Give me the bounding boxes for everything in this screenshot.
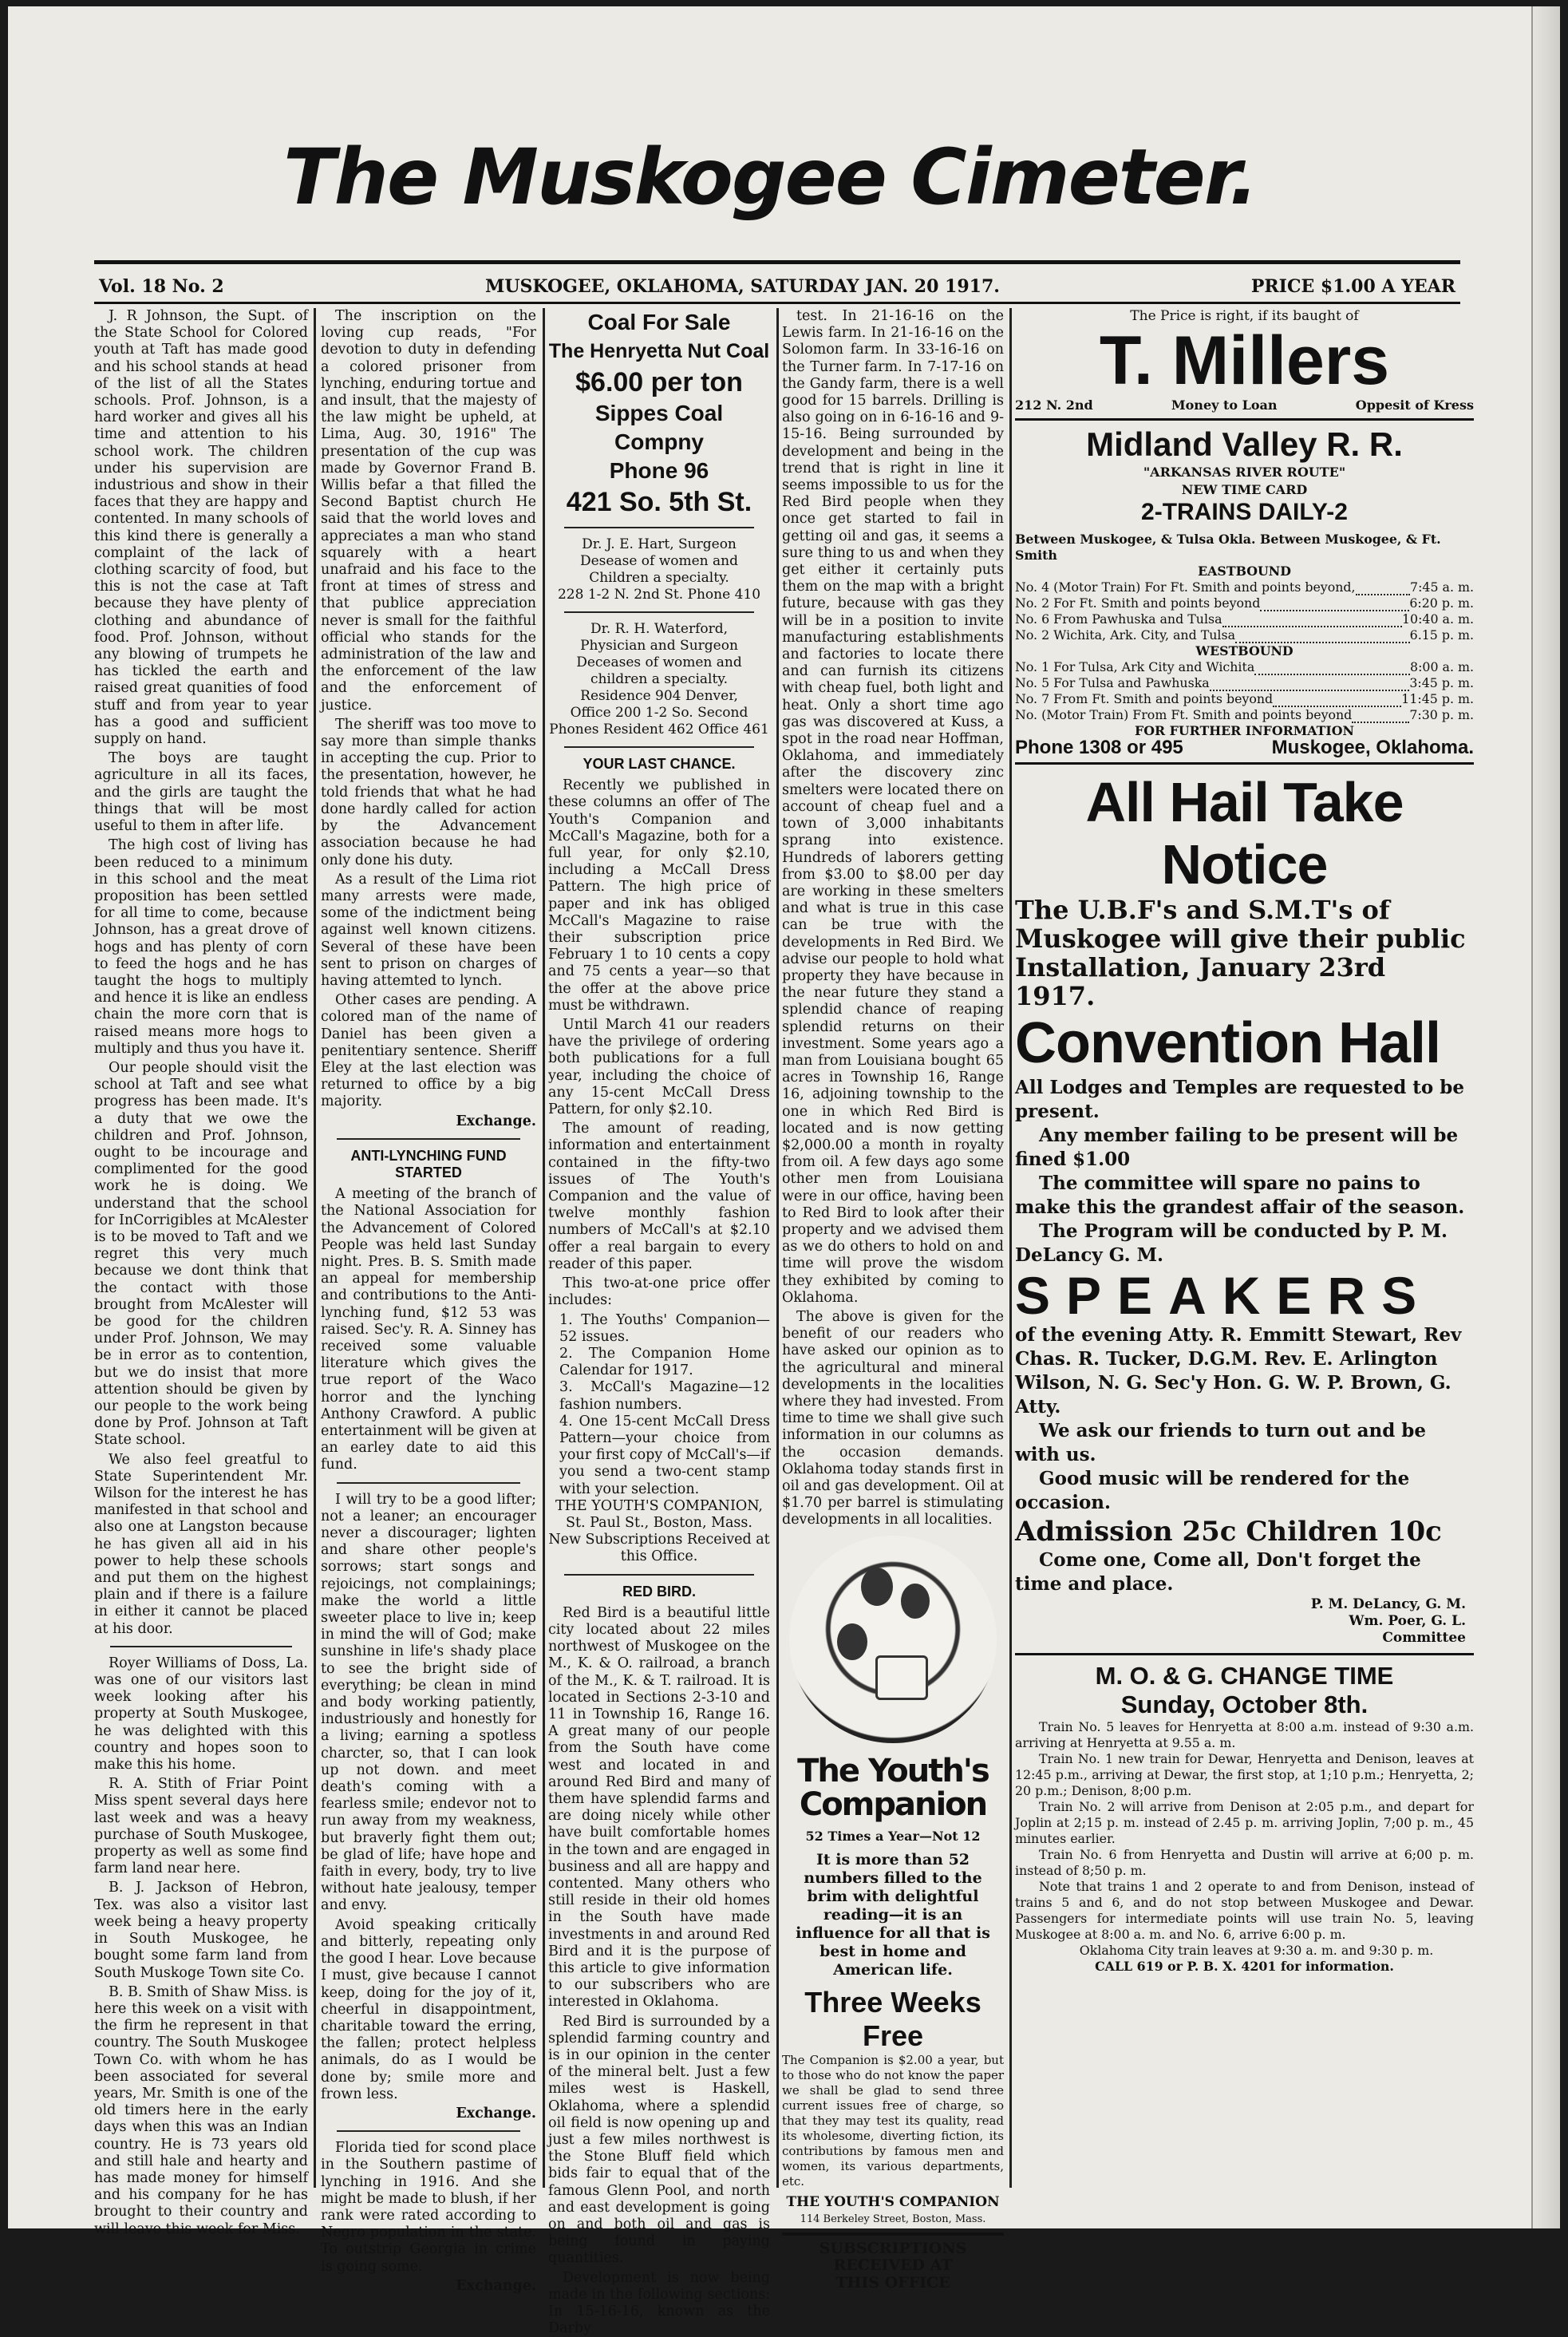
mog-line: Oklahoma City train leaves at 9:30 a. m. and 9:30 p. m.	[1079, 1943, 1434, 1959]
divider	[564, 1574, 754, 1576]
admission-line: Admission 25c Children 10c	[1015, 1516, 1442, 1548]
page-edge	[1531, 6, 1560, 2228]
eastbound-heading: EASTBOUND	[1198, 563, 1291, 579]
article-paragraph: Until March 41 our readers have the privilege of ordering both publications for a full year, including the choice of any 15-cent McCall Dress Pattern, for only $2.10.	[548, 1017, 770, 1118]
dateline	[94, 273, 1460, 302]
speakers-list: of the evening Atty. R. Emmitt Stewart, Rev Chas. R. Tucker, D.G.M. Rev. E. Arlington Wilson, N. G. Sec'y Hon. G. W. P. Brown, G. Atty.	[1015, 1324, 1462, 1418]
address-line: New Subscriptions Received at this Office.	[548, 1532, 770, 1565]
midland-title: Midland Valley R. R.	[1086, 425, 1403, 464]
signature-line: P. M. DeLancy, G. M.	[1310, 1596, 1466, 1613]
midland-route: "ARKANSAS RIVER ROUTE"	[1143, 465, 1346, 480]
reading-family-illustration	[789, 1536, 997, 1743]
article-heading: ANTI-LYNCHING FUND STARTED	[350, 1147, 507, 1180]
coal-line: $6.00 per ton	[575, 367, 743, 397]
column-4	[782, 308, 1004, 2292]
subscriptions-notice: THIS OFFICE	[835, 2273, 950, 2292]
brief-item: B. J. Jackson of Hebron, Tex. was also a visitor last week being a heavy property in South Muskogee, he bought some farm land from South Muskoge Town site Co.	[94, 1880, 308, 1981]
offer-item: 4. One 15-cent McCall Dress Pattern—your choice from your first copy of McCall's—if you send a two-cent stamp with your selection.	[559, 1413, 770, 1497]
midland-trains: 2-TRAINS DAILY-2	[1141, 498, 1348, 525]
column-3	[548, 308, 770, 2337]
coal-line: 421 So. 5th St.	[566, 487, 752, 517]
come-line: Come one, Come all, Don't forget the time and place.	[1015, 1549, 1421, 1596]
article-paragraph: Recently we published in these columns an offer of The Youth's Companion and McCall's Magazine, both for a full year, for only $2.10, including a McCall Dress Pattern. The high price of paper and ink has obliged McCall's Magazine to raise their subscription price February 1 to 10 cents a copy and 75 cents a year—so that the offer at the above price must be withdrawn.	[548, 777, 770, 1014]
millers-service: Money to Loan	[1171, 397, 1278, 413]
further-info: FOR FURTHER INFORMATION	[1135, 722, 1354, 738]
volume-number: Vol. 18 No. 2	[99, 276, 224, 297]
address-line: THE YOUTH'S COMPANION,	[555, 1497, 763, 1514]
mog-line: Train No. 1 new train for Dewar, Henryetta and Denison, leaves at 12:45 p.m., arriving at Dewar, the first stop, at 1;10 p.m.; Henryetta, 2; 20 p.m.; Denison, 8;00 p.m.	[1015, 1751, 1474, 1799]
divider	[564, 611, 754, 613]
ubf-announcement: The U.B.F's and S.M.T's of Muskogee will give their public Installation, January 23rd 1917.	[1015, 895, 1466, 1012]
column-2	[321, 308, 536, 2294]
brief-item: Royer Williams of Doss, La. was one of our visitors last week looking after his property at South Muskogee, he was delighted with this country and hopes soon to make this his home.	[94, 1655, 308, 1774]
schedule-row	[1015, 611, 1474, 627]
divider	[337, 1138, 520, 1140]
coal-advertisement	[548, 308, 770, 519]
train-time: 8:00 a. m.	[1410, 658, 1474, 674]
train-desc: No. 7 From Ft. Smith and points beyond	[1015, 690, 1274, 706]
article-paragraph: J. R Johnson, the Supt. of the State School for Colored youth at Taft has made good and his school stands at head of the list of all the States schools. Prof. Johnson, is a hard worker and gives all his time and attention to his school work. The children under his supervision are industrious and show in their faces that they are happy and contented. In many schools of this kind there is generally a complaint of the lack of clothing scarcity of food, but this is not the case at Taft because they have plenty of clothing and abundance of food. Prof. Johnson, without any blowing of trumpets he has tickled the earth and raised great quanities of food stuff and from year to year has a good and sufficient supply on hand.	[94, 308, 308, 748]
column-divider	[1009, 308, 1012, 2188]
schedule-row	[1015, 579, 1474, 595]
notice-line: Any member failing to be present will be fined $1.00	[1015, 1125, 1459, 1171]
divider	[337, 2130, 520, 2132]
train-time: 7:30 p. m.	[1409, 706, 1474, 722]
convention-hall-headline: Convention Hall	[1015, 1011, 1441, 1076]
mog-line: Train No. 6 from Henryetta and Dustin will arrive at 6;00 p. m. instead of 8;50 p. m.	[1015, 1847, 1474, 1879]
offer-address	[548, 1498, 770, 1566]
article-paragraph: The high cost of living has been reduced to a minimum in this school and the meat proposition has been settled for all time to come, because Johnson, has a great drove of hogs and has plenty of corn to feed the hogs and he has taught the hogs to multiply and hence it is like an endless chain the more corn that is raised means more hogs to multiply and thus you have it.	[94, 837, 308, 1057]
schedule-row	[1015, 707, 1474, 723]
schedule-row	[1015, 675, 1474, 691]
notice-line: Good music will be rendered for the occasion.	[1015, 1468, 1410, 1514]
masthead-rule	[94, 260, 1460, 264]
masthead-title: The Muskogee Cimeter.	[283, 132, 1257, 222]
column-divider	[776, 308, 779, 2188]
article-paragraph: I will try to be a good lifter; not a leaner; an encourager never a discourager; lighten and share other people's sorrows; start songs and rejoicings, not complainings; make the world a little sweeter place to live in; keep in mind the will of God; make sunshine in life's shady place to see the bright side of everything; be clean in mind and body working patiently, industriously and honestly for a living; earning a spotless charcter, so, that I can look up not down. and meet death's coming with a fearless smile; endevor not to run away from my weakness, but braverly fight them out; be glad of life; have hope and faith in every, body, try to live without hate jealousy, temper and envy.	[321, 1491, 536, 1914]
train-desc: No. (Motor Train) From Ft. Smith and points beyond	[1015, 706, 1353, 722]
midland-city: Muskogee, Oklahoma.	[1271, 736, 1474, 758]
divider	[110, 1646, 292, 1647]
subscriptions-notice: SUBSCRIPTIONS RECEIVED AT	[819, 2240, 967, 2275]
all-hail-headline: All Hail Take Notice	[1085, 771, 1404, 896]
card-line: Residence 904 Denver,	[580, 688, 738, 704]
column-divider	[314, 308, 316, 2188]
coal-line: Sippes Coal Compny	[594, 401, 724, 454]
companion-subtitle: 52 Times a Year—Not 12	[805, 1828, 981, 1844]
card-line: 228 1-2 N. 2nd St. Phone 410	[557, 587, 761, 603]
card-line: Deceases of women and children a specialty.	[576, 654, 742, 687]
divider	[337, 1482, 520, 1484]
companion-offer: The Companion is $2.00 a year, but to those who do not know the paper we shall be glad to send three current issues free of charge, so that they may test its quality, read its wholesome, diverting fiction, its contributions by famous men and women, its various departments, etc.	[782, 2052, 1004, 2189]
brief-item: R. A. Stith of Friar Point Miss spent several days here last week and was a heavy purchase of South Muskogee, property as well as some find farm land near here.	[94, 1776, 308, 1877]
companion-title: Companion	[799, 1785, 987, 1823]
mog-date: Sunday, October 8th.	[1120, 1690, 1369, 1719]
train-time: 6:20 p. m.	[1409, 595, 1474, 611]
notice-line: The committee will spare no pains to make this the grandest affair of the season.	[1015, 1172, 1465, 1219]
article-paragraph: A meeting of the branch of the National Association for the Advancement of Colored People was held last Sunday night. Pres. B. S. Smith made an appeal for membership and contributions to the Anti-lynching fund, $12 53 was raised. Sec'y. R. A. Sinney has received some valuable literature which gives the true report of the Waco horror and the lynching Anthony Crawford. A public entertainment will be given at an earley date to aid this fund.	[321, 1186, 536, 1473]
article-paragraph: Development is now being made in the following sections: In 15-16-16, known as the Darby	[548, 2269, 770, 2337]
offer-item: 1. The Youths' Companion—52 issues.	[559, 1311, 770, 1345]
column-divider	[543, 308, 545, 2188]
speakers-headline: SPEAKERS	[1015, 1266, 1433, 1326]
westbound-heading: WESTBOUND	[1195, 643, 1294, 658]
train-time: 6.15 p. m.	[1409, 627, 1474, 643]
article-paragraph: The sheriff was too move to say more than simple thanks in accepting the cup. Prior to the presentation, however, he told friends that what he had done hardly called for action by the Advancement association because he had only done his duty.	[321, 716, 536, 868]
signatures	[1015, 1596, 1474, 1647]
dateline-rule	[94, 302, 1460, 304]
signature-line: Wm. Poer, G. L.	[1349, 1613, 1466, 1630]
signature-line: Committee	[1382, 1630, 1466, 1647]
offer-item: 3. McCall's Magazine—12 fashion numbers.	[559, 1379, 770, 1413]
article-paragraph: We also feel greatful to State Superintendent Mr. Wilson for the interest he has manifested in that school and also one at Langston because he has given all aid in his power to help these schools and put them on the highest plain and if there is a failure in either it cannot be placed at his door.	[94, 1451, 308, 1637]
companion-address: THE YOUTH'S COMPANION	[786, 2193, 1000, 2210]
offer-item: 2. The Companion Home Calendar for 1917.	[559, 1345, 770, 1379]
article-paragraph: As a result of the Lima riot many arrests were made, some of the indictment being against well known citizens. Several of these have been sent to prison on charges of having attemted to lynch.	[321, 871, 536, 989]
article-paragraph: Red Bird is a beautiful little city located about 22 miles northwest of Muskogee on the M., K. & O. railroad, a branch of the M., K. & T. railroad. It is located in Sections 2-3-10 and 11 in Township 16, Range 16. A great many of our people from the South have come west and located in and around Red Bird and many of them have splendid farms and are doing nicely while other have built comfortable homes in the town and are engaged in business and all are happy and contented. Many others who still reside in their old homes in the South have made investments in and around Red Bird and it is the purpose of this article to give information to our subscribers who are interested in Oklahoma.	[548, 1604, 770, 2011]
youths-companion-ad	[782, 1536, 1004, 2292]
hart-card	[548, 536, 770, 603]
midland-card: NEW TIME CARD	[1181, 481, 1308, 497]
card-line: Physician and Surgeon	[580, 638, 738, 654]
article-heading: YOUR LAST CHANCE.	[583, 756, 736, 772]
train-desc: No. 1 For Tulsa, Ark City and Wichita	[1015, 658, 1255, 674]
midland-between: Between Muskogee, & Tulsa Okla. Between Muskogee, & Ft. Smith	[1015, 531, 1441, 563]
card-line: Dr. R. H. Waterford,	[590, 621, 729, 637]
divider	[564, 746, 754, 748]
article-paragraph: The above is given for the benefit of our readers who have asked our opinion as to the agricultural and mineral developments in the localities where they had invested. From time to time we shall give such information in our columns as the occasion demands. Oklahoma today stands first in oil and gas development. Oil at $1.70 per barrel is stimulating developments in all localities.	[782, 1308, 1004, 1528]
companion-title: The Youth's	[797, 1752, 989, 1789]
millers-tagline: The Price is right, if its baught of	[1130, 308, 1359, 324]
westbound-schedule	[1015, 659, 1474, 723]
column-5	[1015, 308, 1474, 2192]
train-desc: No. 2 Wichita, Ark. City, and Tulsa	[1015, 627, 1236, 643]
waterford-card	[548, 621, 770, 738]
companion-body: It is more than 52 numbers filled to the brim with delightful reading—it is an influence for all that is best in home and American life.	[796, 1850, 990, 1979]
train-time: 10:40 a. m.	[1401, 611, 1474, 627]
article-paragraph: Avoid speaking critically and bitterly, repeating only the good I hear. Love because I must, give because I cannot keep, doing for the joy of it, cheerful in disappointment, charitable toward the erring, the fallen; protect helpless animals, do as I would be done by; smile more and frown less.	[321, 1916, 536, 2102]
notice-line: We ask our friends to turn out and be with us.	[1015, 1420, 1427, 1466]
article-paragraph: Florida tied for scond place in the Southern pastime of lynching in 1916. And she might be made to blush, if her rank were rated according to Negro population in the state. To outstrip Georgia in crime is going some.	[321, 2140, 536, 2275]
place-date: MUSKOGEE, OKLAHOMA, SATURDAY JAN. 20 1917.	[485, 276, 1000, 297]
exchange-credit: Exchange.	[456, 2277, 536, 2294]
divider	[564, 527, 754, 528]
card-line: Desease of women and Children a specialty.	[579, 553, 738, 586]
train-time: 3:45 p. m.	[1409, 674, 1474, 690]
companion-address: 114 Berkeley Street, Boston, Mass.	[800, 2213, 986, 2226]
coal-line: Phone 96	[609, 458, 709, 483]
train-time: 7:45 a. m.	[1410, 579, 1474, 595]
train-desc: No. 6 From Pawhuska and Tulsa	[1015, 611, 1222, 627]
schedule-row	[1015, 627, 1474, 643]
article-paragraph: Other cases are pending. A colored man of the name of Daniel has been given a penitentiary sentence. Sheriff Eley at the last election was returned to office by a big majority.	[321, 992, 536, 1110]
exchange-credit: Exchange.	[456, 1113, 536, 1129]
address-line: St. Paul St., Boston, Mass.	[566, 1514, 752, 1531]
article-paragraph: Red Bird is surrounded by a splendid farming country and is in our opinion in the center of the mineral belt. Just a few miles west is Haskell, Oklahoma, where a splendid oil field is now opening up and just a few miles northwest is the Stone Bluff field which bids fair to equal that of the famous Glenn Pool, and north and east development is going on and both oil and gas is being found in paying quantities.	[548, 2013, 770, 2267]
midland-contact	[1015, 736, 1474, 758]
article-paragraph: The boys are taught agriculture in all its faces, and the girls are taught the things that will be most useful to them in after life.	[94, 750, 308, 835]
column-1	[94, 308, 309, 2237]
offer-list	[548, 1312, 770, 1498]
millers-details	[1015, 397, 1474, 413]
millers-address: 212 N. 2nd	[1015, 397, 1093, 413]
article-paragraph: The amount of reading, information and entertainment contained in the fifty-two issues of The Youth's Companion and the value of twelve monthly fashion numbers of McCall's at $2.10 offer a real bargain to every reader of this paper.	[548, 1121, 770, 1272]
mog-line: Note that trains 1 and 2 operate to and from Denison, instead of trains 5 and 6, and do not stop between Muskogee and Dewar. Passengers for intermediate points will use train No. 5, leaving Muskogee at 8:00 a. m. and No. 6, arrive 6:00 p. m.	[1015, 1879, 1474, 1943]
millers-location: Oppesit of Kress	[1355, 397, 1474, 413]
article-paragraph: This two-at-one price offer includes:	[548, 1275, 770, 1309]
eastbound-schedule	[1015, 579, 1474, 643]
brief-item: B. B. Smith of Shaw Miss. is here this week on a visit with the firm he represent in that country. The South Muskogee Town Co. with whom he has been associated for several years, Mr. Smith is one of the old timers here in the early days when this was an Indian country. He is 73 years old and still hale and hearty and has made money for himself and his company for he has brought to their country and will leave this week for Miss.	[94, 1983, 309, 2237]
article-heading: RED BIRD.	[622, 1583, 696, 1600]
schedule-row	[1015, 691, 1474, 707]
notice-line: The Program will be conducted by P. M. DeLancy G. M.	[1015, 1220, 1448, 1267]
article-paragraph: Our people should visit the school at Taft and see what progress has been made. It's a duty that we owe the children and Prof. Johnson, ought to be incourage and complimented for the good work he is doing. We understand that the school for InCorrigibles at McAlester is to be moved to Taft and we regret this very much because we dont think that the contact with those brought from McAlester will be good for the children under Prof. Johnson, We may be in error as to contention, but we do insist that more attention should be given by our people to the work being done by Prof. Johnson at Taft State school.	[94, 1059, 308, 1449]
schedule-row	[1015, 595, 1474, 611]
price: PRICE $1.00 A YEAR	[1250, 276, 1455, 297]
train-desc: No. 4 (Motor Train) For Ft. Smith and points beyond,	[1015, 579, 1356, 595]
millers-name: T. Millers	[1099, 322, 1390, 400]
notice-line: All Lodges and Temples are requested to be present.	[1015, 1077, 1464, 1123]
train-desc: No. 2 For Ft. Smith and points beyond	[1015, 595, 1261, 611]
card-line: Dr. J. E. Hart, Surgeon	[582, 536, 737, 552]
exchange-credit: Exchange.	[456, 2105, 536, 2121]
coal-line: The Henryetta Nut Coal	[548, 340, 770, 362]
schedule-row	[1015, 659, 1474, 675]
newspaper-page	[8, 6, 1560, 2337]
coal-line: Coal For Sale	[587, 310, 731, 334]
mog-line: Train No. 2 will arrive from Denison at 2:05 p.m., and depart for Joplin at 2;15 p. m. instead of 2.45 p. m. arriving Joplin, 7;00 p. m., 45 minutes earlier.	[1015, 1799, 1474, 1847]
three-weeks-free: Three Weeks Free	[804, 1985, 981, 2052]
mog-line: CALL 619 or P. B. X. 4201 for information.	[1095, 1959, 1394, 1975]
train-desc: No. 5 For Tulsa and Pawhuska	[1015, 674, 1210, 690]
midland-phone: Phone 1308 or 495	[1015, 736, 1183, 758]
article-paragraph: test. In 21-16-16 on the Lewis farm. In 21-16-16 on the Solomon farm. In 33-16-16 on the Turner farm. In 7-17-16 on the Gandy farm, there is a well good for 15 barrels. Drilling is also going on in 6-16-16 and 9-15-16. Being surrounded by development and being in the trend that is right in line it seems impossible to us for the Red Bird people when they once get started to fail in getting oil and gas, it seems a sure thing to us and when they get either it certainly puts them on the map with a bright future, because with gas they will be in a position to invite manufacturing establishments and factories to locate there and can furnish its citizens with cheap fuel, both light and heat. Only a short time ago gas was discovered at Kuss, a spot in the road near Hoffman, Oklahoma, and immediately after the discovery zinc smelters were located there on account of cheap fuel and a town of 3,000 inhabitants sprang into existence. Hundreds of laborers getting from $3.00 to $8.00 per day are working in these smelters and what is true in this case can be true with the developments in Red Bird. We advise our people to hold what property they have because in the near future they stand a splendid chance of reaping splendid returns on their investment. Some years ago a man from Louisiana bought 65 acres in Township 16, Range 16, adjoining township to the one in which Red Bird is located and is now getting $2,000.00 a month in royalty from oil. A few days ago some other men from Louisiana were in our office, having been to Red Bird to look after their property and we advised them as we do others to hold on and time will prove the wisdom they exhibited by coming to Oklahoma.	[782, 308, 1004, 1306]
article-paragraph: The inscription on the loving cup reads, "For devotion to duty in defending a colored prisoner from lynching, enduring tortue and and insult, that the majesty of the law might be upheld, at Lima, Aug. 30, 1916" The presentation of the cup was made by Governor Frand B. Willis befar a that filled the Second Baptist church He said that the world loves and appreciates a man who stand squarely with a heart unafraid and his face to the front at times of stress and that publice appreciation never is small for the faithful official who stands for the administration of the law and the enforcement of the law and the enforcement of justice.	[321, 308, 536, 714]
train-time: 11:45 p. m.	[1401, 690, 1474, 706]
card-line: Phones Resident 462 Office 461	[549, 722, 769, 737]
card-line: Office 200 1-2 So. Second	[570, 705, 748, 721]
mog-title: M. O. & G. CHANGE TIME	[1095, 1662, 1394, 1690]
mog-line: Train No. 5 leaves for Henryetta at 8:00 a.m. instead of 9:30 a.m. arriving at Henryetta at 9.55 a. m.	[1015, 1719, 1474, 1751]
